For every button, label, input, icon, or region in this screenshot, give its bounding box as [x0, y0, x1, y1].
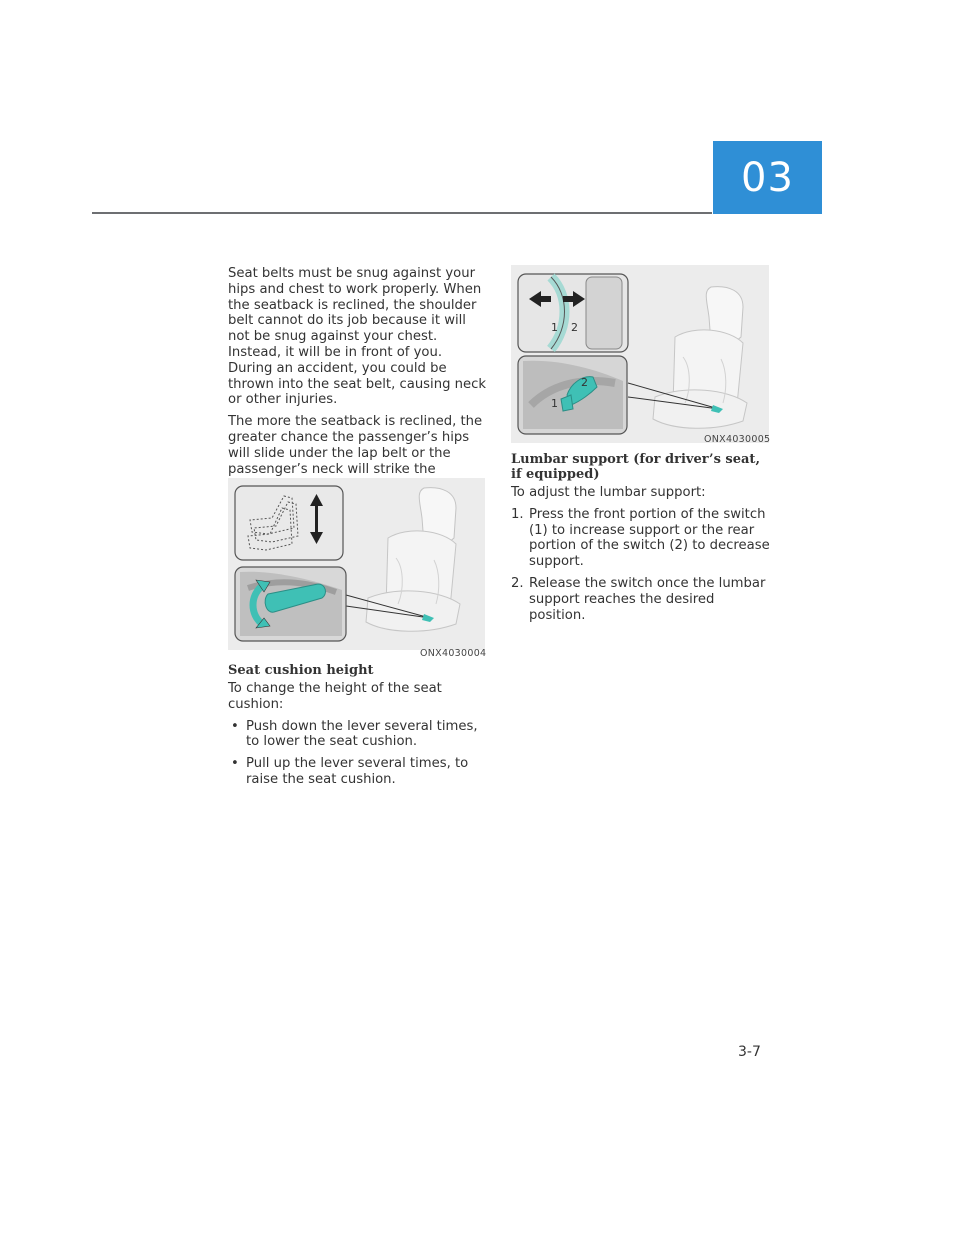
intro-text: To adjust the lumbar support: [511, 485, 706, 500]
header-rule [92, 212, 712, 214]
bullet-marker: • [231, 718, 239, 734]
list-item [228, 756, 490, 788]
seat-cushion-illustration [228, 478, 485, 650]
step-list [511, 507, 773, 624]
list-item [228, 719, 490, 751]
seat-cushion-instructions [228, 681, 490, 794]
page-number: 3-7 [738, 1044, 761, 1060]
list-item-text: Push down the lever several times, to lower the seat cushion. [246, 718, 478, 750]
intro-text: To change the height of the seat cushion: [228, 681, 442, 712]
label-2: 2 [571, 321, 578, 334]
step-number: 2. [511, 575, 524, 591]
paragraph: Seat belts must be snug against your hips and chest to work properly. When the seatback is reclined, the shoulder belt cannot do its job because it will not be snug against your chest. Instead, it will be in front of you. During an accident, you could be thrown into the seat belt, causing neck or other injuries. [228, 266, 486, 408]
bullet-list [228, 719, 490, 788]
list-item [511, 507, 773, 570]
bullet-marker: • [231, 756, 239, 772]
label-2: 2 [581, 376, 588, 389]
lumbar-support-figure [511, 265, 769, 443]
figure-code: ONX4030004 [420, 648, 487, 659]
label-1: 1 [551, 321, 558, 334]
seat-cushion-height-figure [228, 478, 485, 650]
lumbar-support-illustration [511, 265, 769, 443]
chapter-tab: 03 [713, 141, 822, 214]
left-column-text [228, 266, 488, 499]
section-title: Lumbar support (for driver’s seat, if equipped) [511, 452, 760, 482]
list-item-text: Release the switch once the lumbar support reaches the desired position. [529, 575, 766, 623]
list-item-text: Press the front portion of the switch (1) to increase support or the rear portion of the switch (2) to decrease support. [529, 506, 770, 570]
list-item-text: Pull up the lever several times, to raise the seat cushion. [246, 756, 469, 787]
figure-code: ONX4030005 [704, 434, 771, 445]
label-1: 1 [551, 397, 558, 410]
section-title: Seat cushion height [228, 663, 374, 678]
lumbar-support-instructions [511, 485, 773, 629]
step-number: 1. [511, 506, 524, 522]
list-item [511, 576, 773, 623]
paragraph: The more the seatback is reclined, the greater chance the passenger’s hips will slide under the lap belt or the passenger’s neck will strike the [228, 414, 483, 477]
